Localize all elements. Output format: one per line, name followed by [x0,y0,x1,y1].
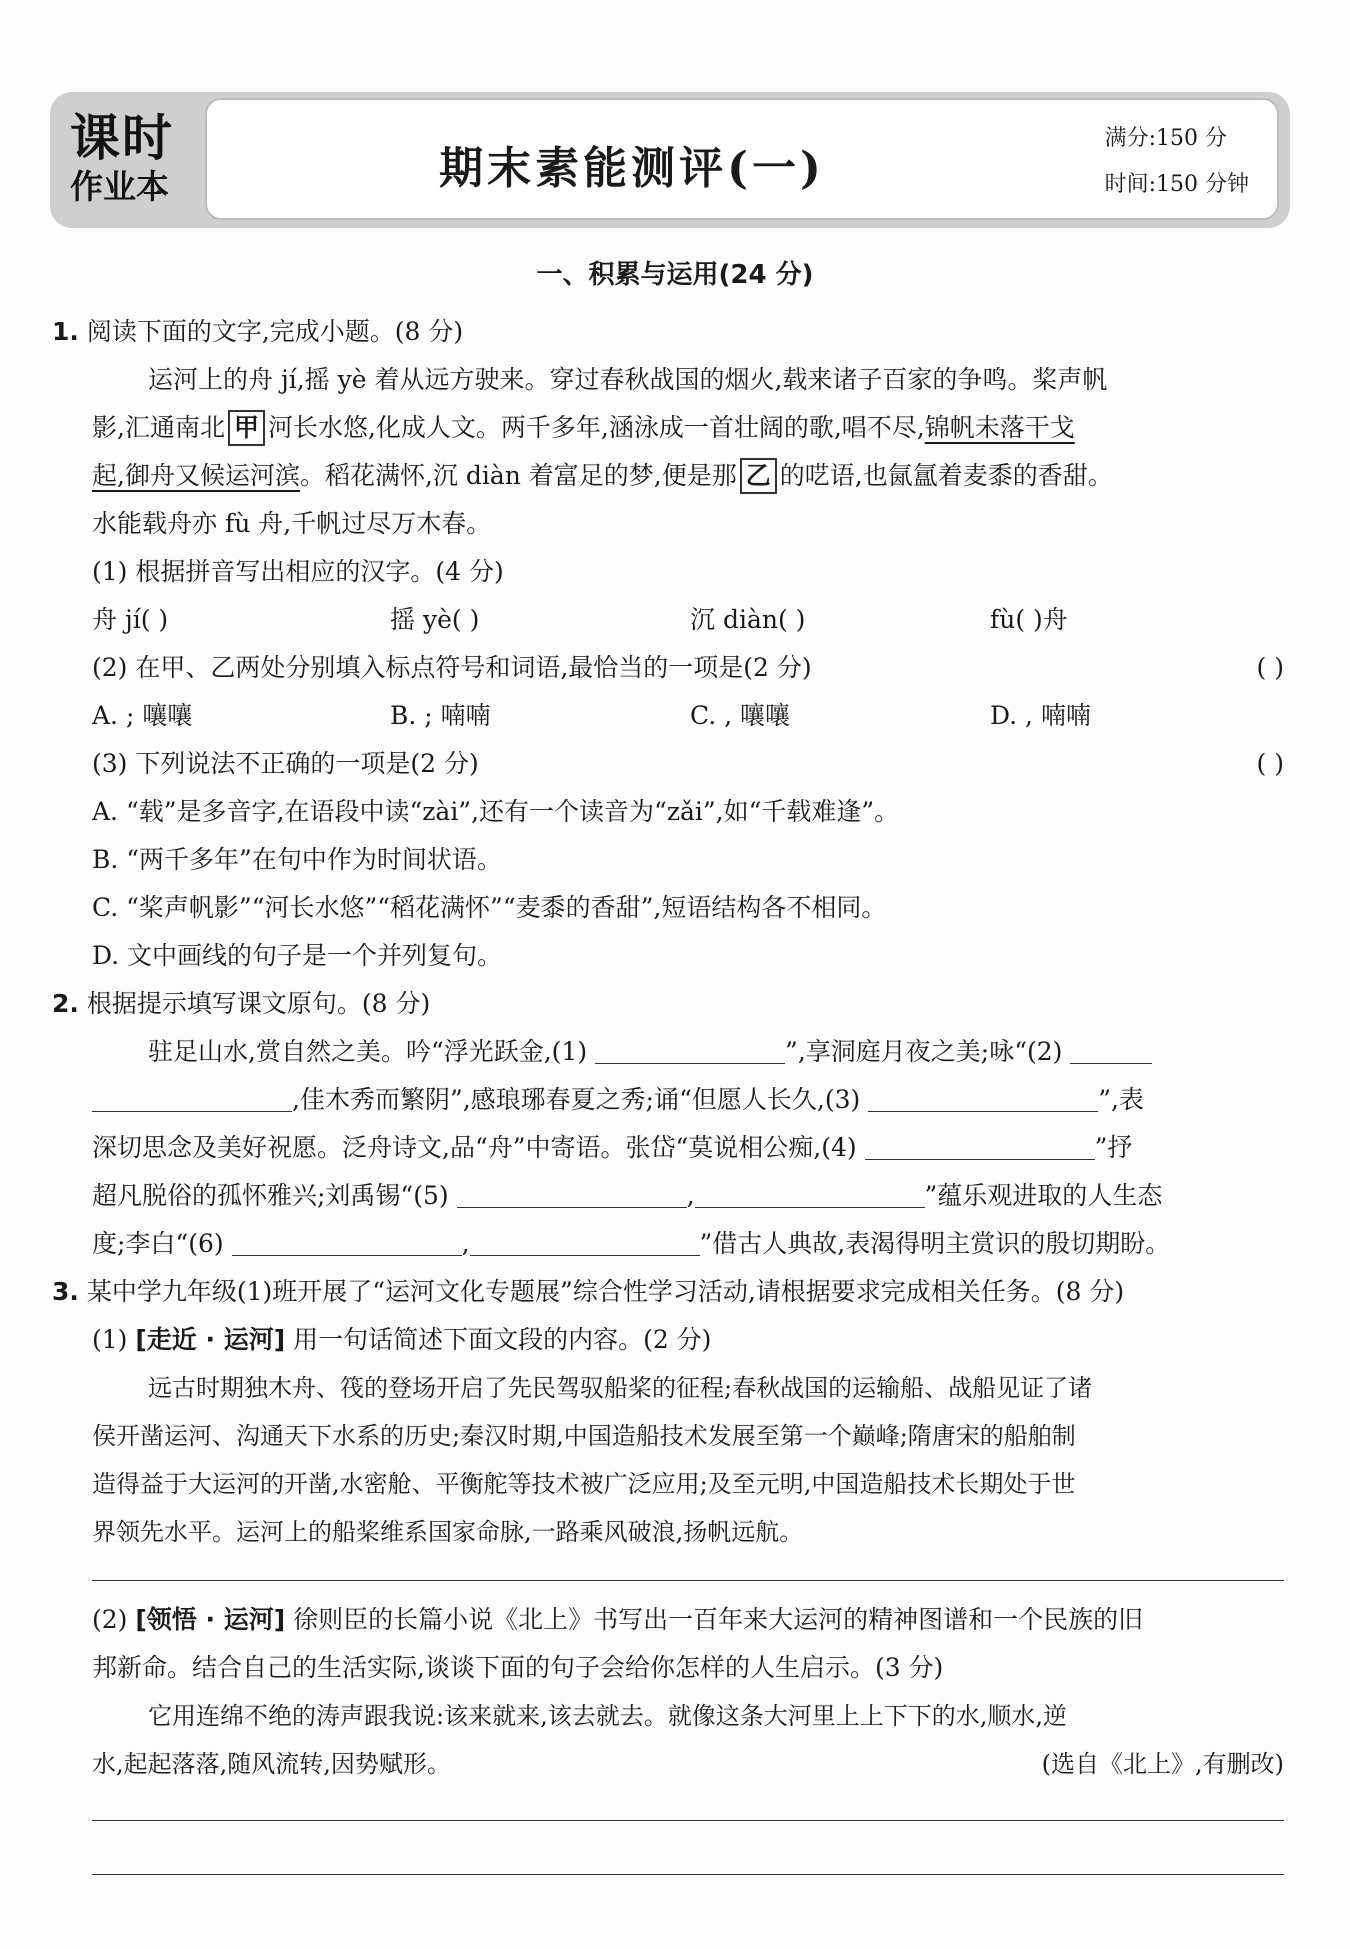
title-panel [205,98,1279,220]
option-a[interactable]: A. “载”是多音字,在语段中读“zài”,还有一个读音为“zǎi”,如“千载难逢”。 [92,797,900,826]
q1-sub2-prompt: (2) 在甲、乙两处分别填入标点符号和词语,最恰当的一项是(2 分) [92,653,812,682]
q3-sub-text: 徐则臣的长篇小说《北上》书写出一百年来大运河的精神图谱和一个民族的旧 [285,1605,1144,1634]
q1-stem-text: 阅读下面的文字,完成小题。(8 分) [86,317,464,346]
q2-line [92,1076,1144,1124]
answer-line[interactable] [92,1580,1284,1581]
fill-blank-3[interactable] [868,1081,1098,1112]
q3-sub1-prompt [92,1316,711,1364]
answer-bracket[interactable]: ( ) [1256,749,1284,778]
quote-source: (选自《北上》,有删改) [1041,1750,1284,1778]
q3-sub-number: (1) [92,1325,136,1354]
option-b[interactable]: B. ; 喃喃 [390,701,491,730]
q2-line [92,1172,1162,1220]
answer-bracket[interactable]: ( ) [1256,653,1284,682]
logo-sub-text: 作业本 [70,167,169,206]
quote-line: 水,起起落落,随风流转,因势赋形。 [92,1750,451,1778]
q2-text: ,佳木秀而繁阴”,感琅琊春夏之秀;诵“但愿人长久,(3) [292,1085,869,1114]
reading-line: 侯开凿运河、沟通天下水系的历史;秦汉时期,中国造船技术发展至第一个巅峰;隋唐宋的船舶制 [92,1422,1076,1450]
pinyin-answer-4[interactable]: fù( )舟 [990,605,1068,634]
quote-line: 它用连绵不绝的涛声跟我说:该来就来,该去就去。就像这条大河里上上下下的水,顺水,逆 [148,1702,1067,1730]
q3-sub2-prompt [92,1596,1143,1644]
q1-passage-line: 运河上的舟 jí,摇 yè 着从远方驶来。穿过春秋战国的烟火,载来诸子百家的争鸣。桨声帆 [148,365,1108,394]
option-a[interactable]: A. ; 嚷嚷 [92,701,193,730]
q3-stem [52,1268,1124,1316]
fill-blank-5b[interactable] [695,1177,925,1208]
q3-sub-text: 用一句话简述下面文段的内容。(2 分) [285,1325,712,1354]
option-b[interactable]: B. “两千多年”在句中作为时间状语。 [92,845,502,874]
fill-blank-2[interactable] [92,1081,292,1112]
q2-text: 深切思念及美好祝愿。泛舟诗文,品“舟”中寄语。张岱“莫说相公痴,(4) [92,1133,865,1162]
passage-text: 河长水悠,化成人文。两千多年,涵泳成一首壮阔的歌,唱不尽, [267,413,925,442]
q1-number: 1. [52,317,79,346]
fill-blank-6a[interactable] [232,1225,462,1256]
q3-number: 3. [52,1277,79,1306]
blank-box-jia: 甲 [228,410,265,446]
q2-stem [52,980,430,1028]
fill-blank-1[interactable] [595,1033,785,1064]
q2-text: ”抒 [1094,1133,1133,1162]
section-tag: [领悟 · 运河] [135,1605,286,1634]
q2-text: ”,享洞庭月夜之美;咏“(2) [785,1037,1071,1066]
option-d[interactable]: D. 文中画线的句子是一个并列复句。 [92,941,503,970]
q1-passage-line [92,452,1113,500]
fill-blank-6b[interactable] [470,1225,700,1256]
q2-text: , [461,1229,470,1258]
q2-text: ”借古人典故,表渴得明主赏识的殷切期盼。 [699,1229,1171,1258]
q2-text: , [686,1181,695,1210]
option-c[interactable]: C. “桨声帆影”“河长水悠”“稻花满怀”“麦黍的香甜”,短语结构各不相同。 [92,893,887,922]
q1-sub1-prompt: (1) 根据拼音写出相应的汉字。(4 分) [92,557,504,586]
page-title: 期末素能测评(一) [439,143,825,194]
answer-line[interactable] [92,1874,1284,1875]
reading-line: 界领先水平。运河上的船桨维系国家命脉,一路乘风破浪,扬帆远航。 [92,1518,804,1546]
q2-text: 超凡脱俗的孤怀雅兴;刘禹锡“(5) [92,1181,457,1210]
underlined-sentence: 起,御舟又候运河滨 [92,461,300,490]
blank-box-yi: 乙 [740,458,777,494]
logo [50,92,210,228]
q2-stem-text: 根据提示填写课文原句。(8 分) [86,989,431,1018]
q1-passage-line [92,404,1075,452]
q2-line [148,1028,1152,1076]
exam-meta [1105,116,1249,208]
reading-line: 远古时期独木舟、筏的登场开启了先民驾驭船桨的征程;春秋战国的运输船、战船见证了诸 [148,1374,1093,1402]
option-c[interactable]: C. , 嚷嚷 [690,701,791,730]
pinyin-answer-2[interactable]: 摇 yè( ) [390,605,480,634]
answer-line[interactable] [92,1820,1284,1821]
passage-text: 的呓语,也氤氲着麦黍的香甜。 [779,461,1113,490]
q2-text: ”,表 [1098,1085,1144,1114]
pinyin-answer-3[interactable]: 沉 diàn( ) [690,605,806,634]
q2-text: 度;李白“(6) [92,1229,232,1258]
q2-line [92,1124,1132,1172]
exam-time: 时间:150 分钟 [1104,172,1249,197]
q3-sub2-line: 邦新命。结合自己的生活实际,谈谈下面的句子会给你怎样的人生启示。(3 分) [92,1653,944,1682]
logo-main-text: 课时 [70,109,174,167]
q3-sub-number: (2) [92,1605,136,1634]
q1-passage-line: 水能载舟亦 fù 舟,千帆过尽万木春。 [92,509,492,538]
fill-blank-2[interactable] [1070,1033,1152,1064]
q2-text: ”蕴乐观进取的人生态 [924,1181,1163,1210]
fill-blank-4[interactable] [865,1129,1095,1160]
full-score: 满分:150 分 [1104,126,1227,151]
q2-number: 2. [52,989,79,1018]
underlined-sentence: 锦帆未落干戈 [924,413,1075,442]
q2-line [92,1220,1170,1268]
section-heading: 一、积累与运用(24 分) [536,260,814,290]
q2-text: 驻足山水,赏自然之美。吟“浮光跃金,(1) [148,1037,596,1066]
fill-blank-5a[interactable] [457,1177,687,1208]
option-d[interactable]: D. , 喃喃 [990,701,1091,730]
passage-text: 影,汇通南北 [92,413,225,442]
q1-stem [52,308,463,356]
q3-stem-text: 某中学九年级(1)班开展了“运河文化专题展”综合性学习活动,请根据要求完成相关任务。(8 分) [86,1277,1125,1306]
q1-sub3-prompt: (3) 下列说法不正确的一项是(2 分) [92,749,479,778]
section-tag: [走近 · 运河] [135,1325,286,1354]
passage-text: 。稻花满怀,沉 diàn 着富足的梦,便是那 [299,461,737,490]
pinyin-answer-1[interactable]: 舟 jí( ) [92,605,169,634]
reading-line: 造得益于大运河的开凿,水密舱、平衡舵等技术被广泛应用;及至元明,中国造船技术长期处于世 [92,1470,1076,1498]
